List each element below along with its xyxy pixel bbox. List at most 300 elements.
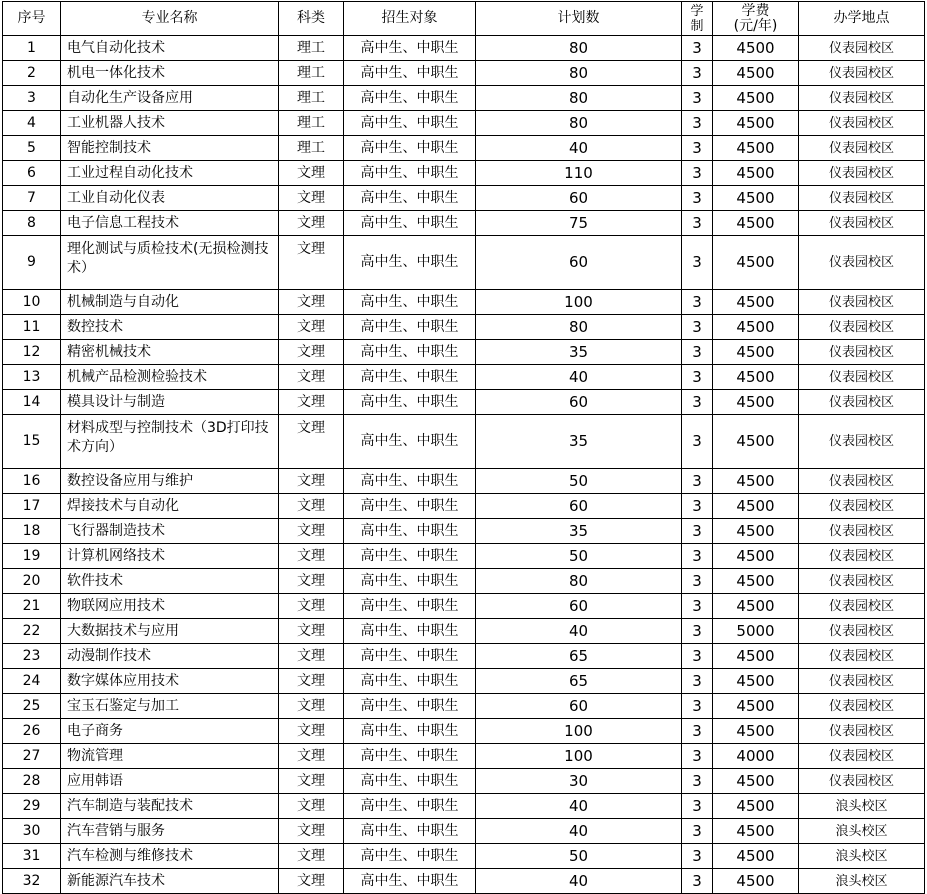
cell-plan: 100	[476, 719, 682, 744]
cell-location: 仪表园校区	[799, 136, 925, 161]
cell-location: 仪表园校区	[799, 161, 925, 186]
table-row	[3, 644, 925, 669]
cell-major-name: 软件技术	[61, 569, 279, 594]
cell-years: 3	[682, 36, 713, 61]
cell-category: 文理	[279, 744, 344, 769]
table-row	[3, 86, 925, 111]
cell-years: 3	[682, 61, 713, 86]
cell-major-name: 模具设计与制造	[61, 390, 279, 415]
table-row	[3, 315, 925, 340]
table-row	[3, 719, 925, 744]
cell-location: 浪头校区	[799, 869, 925, 894]
table-row	[3, 136, 925, 161]
cell-major-name: 应用韩语	[61, 769, 279, 794]
cell-category: 理工	[279, 36, 344, 61]
cell-location: 仪表园校区	[799, 644, 925, 669]
cell-plan: 40	[476, 869, 682, 894]
table-row	[3, 494, 925, 519]
cell-location: 仪表园校区	[799, 619, 925, 644]
cell-major-name: 电子信息工程技术	[61, 211, 279, 236]
cell-index: 13	[3, 365, 61, 390]
cell-category: 文理	[279, 211, 344, 236]
cell-fee: 4500	[713, 719, 799, 744]
cell-category: 文理	[279, 494, 344, 519]
cell-location: 仪表园校区	[799, 236, 925, 290]
cell-years: 3	[682, 211, 713, 236]
cell-category: 文理	[279, 644, 344, 669]
cell-fee: 4500	[713, 494, 799, 519]
cell-category: 理工	[279, 86, 344, 111]
cell-years: 3	[682, 519, 713, 544]
cell-major-name: 飞行器制造技术	[61, 519, 279, 544]
cell-location: 仪表园校区	[799, 719, 925, 744]
cell-category: 文理	[279, 619, 344, 644]
cell-major-name: 物联网应用技术	[61, 594, 279, 619]
cell-years: 3	[682, 186, 713, 211]
cell-index: 4	[3, 111, 61, 136]
table-row	[3, 619, 925, 644]
cell-target: 高中生、中职生	[344, 844, 476, 869]
cell-years: 3	[682, 136, 713, 161]
table-row	[3, 519, 925, 544]
cell-major-name: 焊接技术与自动化	[61, 494, 279, 519]
cell-years: 3	[682, 111, 713, 136]
cell-fee: 4500	[713, 569, 799, 594]
table-row	[3, 844, 925, 869]
header-index: 序号	[3, 2, 61, 36]
header-fee-line1: 学费	[741, 2, 770, 19]
cell-fee: 4500	[713, 644, 799, 669]
cell-location: 仪表园校区	[799, 494, 925, 519]
cell-index: 10	[3, 290, 61, 315]
cell-years: 3	[682, 644, 713, 669]
cell-major-name: 电子商务	[61, 719, 279, 744]
cell-category: 理工	[279, 111, 344, 136]
cell-location: 仪表园校区	[799, 211, 925, 236]
cell-location: 仪表园校区	[799, 86, 925, 111]
cell-index: 17	[3, 494, 61, 519]
cell-target: 高中生、中职生	[344, 694, 476, 719]
cell-fee: 4500	[713, 819, 799, 844]
cell-plan: 100	[476, 290, 682, 315]
cell-fee: 4500	[713, 694, 799, 719]
header-fee-line2: (元/年)	[733, 17, 778, 34]
cell-years: 3	[682, 494, 713, 519]
cell-index: 8	[3, 211, 61, 236]
cell-plan: 80	[476, 569, 682, 594]
cell-index: 32	[3, 869, 61, 894]
cell-major-name: 精密机械技术	[61, 340, 279, 365]
table-row	[3, 869, 925, 894]
table-row	[3, 365, 925, 390]
cell-major-name: 电气自动化技术	[61, 36, 279, 61]
cell-category: 文理	[279, 186, 344, 211]
table-row	[3, 544, 925, 569]
cell-plan: 80	[476, 61, 682, 86]
cell-plan: 60	[476, 594, 682, 619]
cell-index: 24	[3, 669, 61, 694]
cell-target: 高中生、中职生	[344, 211, 476, 236]
cell-target: 高中生、中职生	[344, 86, 476, 111]
cell-target: 高中生、中职生	[344, 869, 476, 894]
cell-target: 高中生、中职生	[344, 669, 476, 694]
cell-years: 3	[682, 469, 713, 494]
cell-category: 理工	[279, 136, 344, 161]
cell-major-name: 理化测试与质检技术(无损检测技术）	[61, 236, 279, 290]
cell-location: 仪表园校区	[799, 519, 925, 544]
cell-category: 文理	[279, 290, 344, 315]
cell-major-name: 大数据技术与应用	[61, 619, 279, 644]
cell-years: 3	[682, 819, 713, 844]
cell-category: 文理	[279, 594, 344, 619]
cell-category: 文理	[279, 390, 344, 415]
cell-index: 15	[3, 415, 61, 469]
cell-index: 23	[3, 644, 61, 669]
cell-index: 26	[3, 719, 61, 744]
cell-location: 浪头校区	[799, 794, 925, 819]
cell-index: 28	[3, 769, 61, 794]
cell-fee: 4500	[713, 315, 799, 340]
cell-fee: 4500	[713, 290, 799, 315]
table-row	[3, 669, 925, 694]
cell-years: 3	[682, 236, 713, 290]
cell-fee: 4500	[713, 236, 799, 290]
cell-fee: 4500	[713, 769, 799, 794]
cell-fee: 4500	[713, 844, 799, 869]
cell-target: 高中生、中职生	[344, 519, 476, 544]
cell-fee: 4500	[713, 390, 799, 415]
table-row	[3, 794, 925, 819]
cell-target: 高中生、中职生	[344, 111, 476, 136]
cell-location: 仪表园校区	[799, 290, 925, 315]
cell-target: 高中生、中职生	[344, 415, 476, 469]
cell-major-name: 材料成型与控制技术（3D打印技术方向）	[61, 415, 279, 469]
cell-fee: 4500	[713, 365, 799, 390]
cell-fee: 4500	[713, 415, 799, 469]
cell-target: 高中生、中职生	[344, 290, 476, 315]
header-years-line1: 学	[690, 3, 704, 19]
cell-index: 9	[3, 236, 61, 290]
cell-index: 2	[3, 61, 61, 86]
cell-location: 仪表园校区	[799, 744, 925, 769]
cell-index: 19	[3, 544, 61, 569]
cell-years: 3	[682, 340, 713, 365]
cell-years: 3	[682, 619, 713, 644]
cell-location: 仪表园校区	[799, 544, 925, 569]
cell-fee: 4500	[713, 86, 799, 111]
cell-major-name: 汽车检测与维修技术	[61, 844, 279, 869]
header-years	[682, 2, 713, 36]
cell-plan: 35	[476, 340, 682, 365]
cell-major-name: 动漫制作技术	[61, 644, 279, 669]
cell-plan: 60	[476, 236, 682, 290]
cell-years: 3	[682, 694, 713, 719]
header-plan: 计划数	[476, 2, 682, 36]
cell-location: 仪表园校区	[799, 569, 925, 594]
header-major-name: 专业名称	[61, 2, 279, 36]
cell-index: 5	[3, 136, 61, 161]
cell-years: 3	[682, 569, 713, 594]
cell-location: 仪表园校区	[799, 594, 925, 619]
cell-plan: 60	[476, 390, 682, 415]
cell-target: 高中生、中职生	[344, 594, 476, 619]
cell-target: 高中生、中职生	[344, 544, 476, 569]
cell-target: 高中生、中职生	[344, 61, 476, 86]
cell-index: 31	[3, 844, 61, 869]
cell-target: 高中生、中职生	[344, 819, 476, 844]
table-row	[3, 161, 925, 186]
cell-target: 高中生、中职生	[344, 719, 476, 744]
cell-index: 1	[3, 36, 61, 61]
header-target: 招生对象	[344, 2, 476, 36]
cell-years: 3	[682, 719, 713, 744]
cell-fee: 4500	[713, 794, 799, 819]
cell-target: 高中生、中职生	[344, 644, 476, 669]
cell-target: 高中生、中职生	[344, 769, 476, 794]
cell-plan: 50	[476, 469, 682, 494]
cell-fee: 4500	[713, 111, 799, 136]
cell-location: 仪表园校区	[799, 669, 925, 694]
cell-location: 仪表园校区	[799, 186, 925, 211]
cell-category: 文理	[279, 315, 344, 340]
cell-major-name: 工业过程自动化技术	[61, 161, 279, 186]
cell-target: 高中生、中职生	[344, 494, 476, 519]
enrollment-plan-table	[2, 1, 925, 894]
cell-major-name: 机械制造与自动化	[61, 290, 279, 315]
cell-index: 11	[3, 315, 61, 340]
cell-years: 3	[682, 415, 713, 469]
cell-years: 3	[682, 844, 713, 869]
cell-category: 文理	[279, 161, 344, 186]
table-row	[3, 211, 925, 236]
cell-location: 浪头校区	[799, 844, 925, 869]
cell-target: 高中生、中职生	[344, 744, 476, 769]
cell-plan: 40	[476, 619, 682, 644]
cell-target: 高中生、中职生	[344, 36, 476, 61]
cell-index: 30	[3, 819, 61, 844]
cell-plan: 80	[476, 111, 682, 136]
cell-years: 3	[682, 290, 713, 315]
cell-fee: 4500	[713, 469, 799, 494]
table-body	[3, 36, 925, 894]
cell-years: 3	[682, 365, 713, 390]
cell-index: 21	[3, 594, 61, 619]
cell-location: 仪表园校区	[799, 390, 925, 415]
cell-plan: 60	[476, 494, 682, 519]
table-row	[3, 61, 925, 86]
header-category: 科类	[279, 2, 344, 36]
cell-fee: 4500	[713, 669, 799, 694]
cell-plan: 40	[476, 794, 682, 819]
cell-target: 高中生、中职生	[344, 136, 476, 161]
cell-target: 高中生、中职生	[344, 569, 476, 594]
cell-major-name: 工业机器人技术	[61, 111, 279, 136]
cell-fee: 4500	[713, 340, 799, 365]
cell-major-name: 数控技术	[61, 315, 279, 340]
cell-target: 高中生、中职生	[344, 186, 476, 211]
cell-fee: 4500	[713, 186, 799, 211]
cell-index: 29	[3, 794, 61, 819]
cell-index: 25	[3, 694, 61, 719]
cell-category: 文理	[279, 415, 344, 469]
table-row	[3, 236, 925, 290]
cell-plan: 60	[476, 186, 682, 211]
cell-target: 高中生、中职生	[344, 236, 476, 290]
cell-category: 理工	[279, 61, 344, 86]
cell-location: 仪表园校区	[799, 769, 925, 794]
cell-category: 文理	[279, 769, 344, 794]
cell-target: 高中生、中职生	[344, 390, 476, 415]
cell-years: 3	[682, 161, 713, 186]
cell-major-name: 智能控制技术	[61, 136, 279, 161]
cell-category: 文理	[279, 469, 344, 494]
table-row	[3, 36, 925, 61]
table-row	[3, 340, 925, 365]
cell-years: 3	[682, 86, 713, 111]
cell-years: 3	[682, 869, 713, 894]
cell-fee: 4500	[713, 36, 799, 61]
cell-location: 仪表园校区	[799, 61, 925, 86]
cell-index: 6	[3, 161, 61, 186]
cell-location: 仪表园校区	[799, 111, 925, 136]
cell-fee: 4500	[713, 544, 799, 569]
cell-major-name: 数控设备应用与维护	[61, 469, 279, 494]
cell-plan: 65	[476, 644, 682, 669]
cell-category: 文理	[279, 669, 344, 694]
cell-years: 3	[682, 794, 713, 819]
cell-fee: 4500	[713, 519, 799, 544]
cell-major-name: 汽车制造与装配技术	[61, 794, 279, 819]
cell-index: 14	[3, 390, 61, 415]
cell-years: 3	[682, 744, 713, 769]
cell-major-name: 自动化生产设备应用	[61, 86, 279, 111]
header-years-line2: 制	[690, 18, 704, 34]
cell-fee: 4500	[713, 211, 799, 236]
cell-location: 仪表园校区	[799, 694, 925, 719]
table-row	[3, 390, 925, 415]
cell-major-name: 物流管理	[61, 744, 279, 769]
cell-location: 浪头校区	[799, 819, 925, 844]
cell-index: 7	[3, 186, 61, 211]
table-row	[3, 415, 925, 469]
cell-plan: 65	[476, 669, 682, 694]
table-row	[3, 819, 925, 844]
cell-major-name: 工业自动化仪表	[61, 186, 279, 211]
cell-category: 文理	[279, 719, 344, 744]
cell-major-name: 机械产品检测检验技术	[61, 365, 279, 390]
cell-fee: 4500	[713, 161, 799, 186]
cell-category: 文理	[279, 694, 344, 719]
cell-plan: 35	[476, 415, 682, 469]
cell-location: 仪表园校区	[799, 340, 925, 365]
cell-index: 3	[3, 86, 61, 111]
cell-target: 高中生、中职生	[344, 340, 476, 365]
cell-plan: 60	[476, 694, 682, 719]
cell-index: 27	[3, 744, 61, 769]
cell-plan: 40	[476, 365, 682, 390]
table-row	[3, 694, 925, 719]
header-fee	[713, 2, 799, 36]
cell-index: 22	[3, 619, 61, 644]
cell-major-name: 汽车营销与服务	[61, 819, 279, 844]
cell-major-name: 机电一体化技术	[61, 61, 279, 86]
cell-fee: 4500	[713, 594, 799, 619]
table-row	[3, 769, 925, 794]
table-row	[3, 569, 925, 594]
cell-target: 高中生、中职生	[344, 619, 476, 644]
cell-fee: 4500	[713, 136, 799, 161]
table-row	[3, 111, 925, 136]
cell-location: 仪表园校区	[799, 469, 925, 494]
cell-fee: 4000	[713, 744, 799, 769]
cell-plan: 80	[476, 86, 682, 111]
table-row	[3, 744, 925, 769]
cell-years: 3	[682, 769, 713, 794]
cell-plan: 80	[476, 315, 682, 340]
cell-fee: 4500	[713, 61, 799, 86]
cell-major-name: 新能源汽车技术	[61, 869, 279, 894]
cell-plan: 30	[476, 769, 682, 794]
cell-location: 仪表园校区	[799, 315, 925, 340]
cell-major-name: 数字媒体应用技术	[61, 669, 279, 694]
cell-target: 高中生、中职生	[344, 365, 476, 390]
cell-index: 16	[3, 469, 61, 494]
cell-category: 文理	[279, 236, 344, 290]
cell-plan: 75	[476, 211, 682, 236]
cell-fee: 5000	[713, 619, 799, 644]
table-row	[3, 186, 925, 211]
cell-fee: 4500	[713, 869, 799, 894]
cell-plan: 40	[476, 819, 682, 844]
cell-major-name: 宝玉石鉴定与加工	[61, 694, 279, 719]
cell-target: 高中生、中职生	[344, 161, 476, 186]
cell-major-name: 计算机网络技术	[61, 544, 279, 569]
table-row	[3, 469, 925, 494]
cell-category: 文理	[279, 869, 344, 894]
cell-category: 文理	[279, 544, 344, 569]
table-row	[3, 290, 925, 315]
cell-plan: 100	[476, 744, 682, 769]
cell-target: 高中生、中职生	[344, 315, 476, 340]
cell-category: 文理	[279, 819, 344, 844]
cell-years: 3	[682, 315, 713, 340]
cell-plan: 110	[476, 161, 682, 186]
cell-plan: 35	[476, 519, 682, 544]
cell-target: 高中生、中职生	[344, 469, 476, 494]
cell-years: 3	[682, 594, 713, 619]
cell-years: 3	[682, 390, 713, 415]
header-location: 办学地点	[799, 2, 925, 36]
header-row	[3, 2, 925, 36]
cell-location: 仪表园校区	[799, 365, 925, 390]
cell-years: 3	[682, 544, 713, 569]
cell-plan: 50	[476, 544, 682, 569]
cell-plan: 40	[476, 136, 682, 161]
cell-location: 仪表园校区	[799, 36, 925, 61]
cell-index: 20	[3, 569, 61, 594]
cell-category: 文理	[279, 519, 344, 544]
cell-category: 文理	[279, 365, 344, 390]
cell-years: 3	[682, 669, 713, 694]
cell-plan: 50	[476, 844, 682, 869]
cell-index: 18	[3, 519, 61, 544]
table-row	[3, 594, 925, 619]
cell-category: 文理	[279, 569, 344, 594]
cell-category: 文理	[279, 340, 344, 365]
cell-category: 文理	[279, 794, 344, 819]
cell-target: 高中生、中职生	[344, 794, 476, 819]
cell-location: 仪表园校区	[799, 415, 925, 469]
